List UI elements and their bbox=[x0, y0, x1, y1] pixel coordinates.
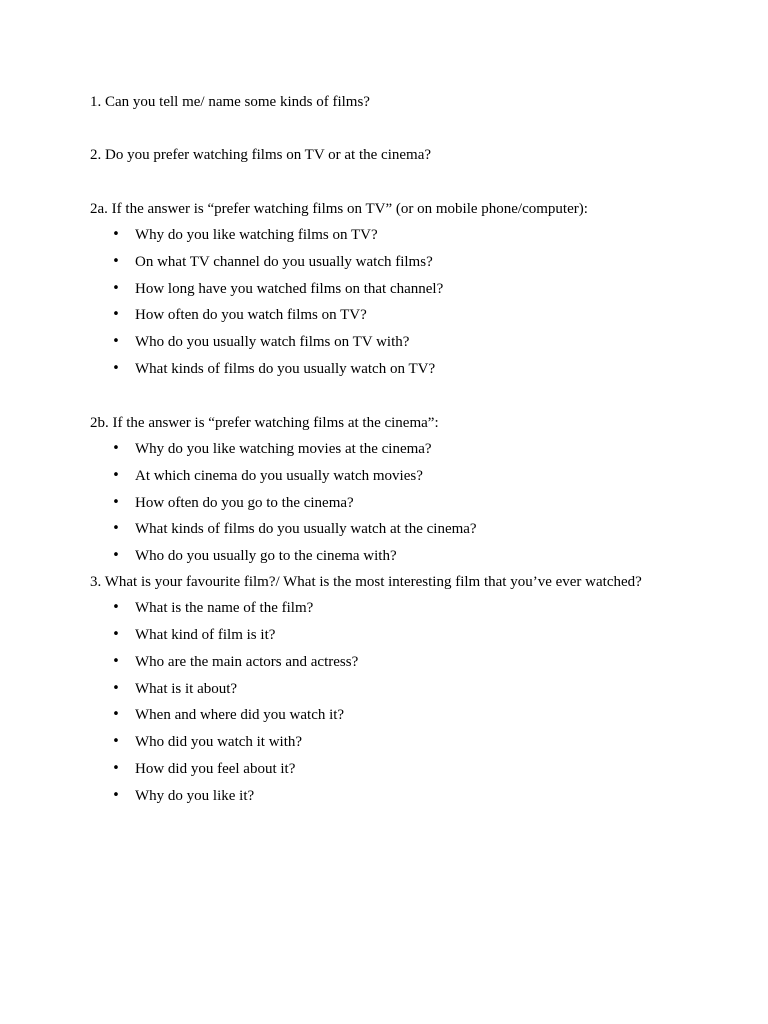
document-page bbox=[90, 92, 730, 806]
bullet-icon: • bbox=[112, 653, 120, 669]
bullet-icon: • bbox=[112, 680, 120, 696]
bullet-icon: • bbox=[112, 360, 120, 376]
bullet-icon: • bbox=[112, 253, 120, 269]
question-3: 3. What is your favourite film?/ What is the most interesting film that you’ve ever watched? bbox=[90, 574, 642, 591]
question-3-list bbox=[90, 598, 730, 806]
list-item: • What is it about? bbox=[112, 680, 238, 697]
question-2b: 2b. If the answer is “prefer watching films at the cinema”: bbox=[90, 414, 439, 431]
list-item: • How often do you watch films on TV? bbox=[112, 307, 367, 324]
bullet-icon: • bbox=[112, 307, 120, 323]
bullet-icon: • bbox=[112, 626, 120, 642]
bullet-icon: • bbox=[112, 494, 120, 510]
bullet-icon: • bbox=[112, 521, 120, 537]
question-2a: 2a. If the answer is “prefer watching films on TV” (or on mobile phone/computer): bbox=[90, 201, 588, 217]
list-item: • How long have you watched films on that channel? bbox=[112, 280, 444, 297]
bullet-icon: • bbox=[112, 600, 120, 616]
bullet-icon: • bbox=[112, 467, 120, 483]
list-item: • What kind of film is it? bbox=[112, 626, 276, 643]
bullet-icon: • bbox=[112, 440, 120, 456]
list-item: • How did you feel about it? bbox=[112, 760, 296, 777]
list-item: • On what TV channel do you usually watch films? bbox=[112, 253, 433, 270]
bullet-icon: • bbox=[112, 280, 120, 296]
list-item: • What kinds of films do you usually watch at the cinema? bbox=[112, 521, 477, 538]
bullet-icon: • bbox=[112, 734, 120, 750]
list-item: • Why do you like watching films on TV? bbox=[112, 227, 378, 243]
list-item: • Who do you usually watch films on TV with? bbox=[112, 334, 410, 351]
question-2b-list bbox=[90, 439, 730, 566]
bullet-icon: • bbox=[112, 707, 120, 723]
bullet-icon: • bbox=[112, 227, 120, 242]
list-item: • Who do you usually go to the cinema with? bbox=[112, 548, 397, 565]
question-1: 1. Can you tell me/ name some kinds of films? bbox=[90, 94, 370, 110]
list-item: • Who are the main actors and actress? bbox=[112, 653, 359, 670]
bullet-icon: • bbox=[112, 548, 120, 564]
list-item: • When and where did you watch it? bbox=[112, 707, 345, 724]
question-2a-list bbox=[90, 225, 730, 379]
list-item: • Why do you like watching movies at the cinema? bbox=[112, 440, 432, 457]
list-item: • At which cinema do you usually watch movies? bbox=[112, 467, 423, 484]
bullet-icon: • bbox=[112, 334, 120, 350]
list-item: • Why do you like it? bbox=[112, 787, 255, 804]
question-2: 2. Do you prefer watching films on TV or at the cinema? bbox=[90, 147, 432, 163]
list-item: • How often do you go to the cinema? bbox=[112, 494, 354, 511]
bullet-icon: • bbox=[112, 760, 120, 776]
list-item: • What is the name of the film? bbox=[112, 600, 314, 617]
list-item: • Who did you watch it with? bbox=[112, 734, 303, 751]
bullet-icon: • bbox=[112, 787, 120, 803]
list-item: • What kinds of films do you usually watch on TV? bbox=[112, 360, 436, 377]
